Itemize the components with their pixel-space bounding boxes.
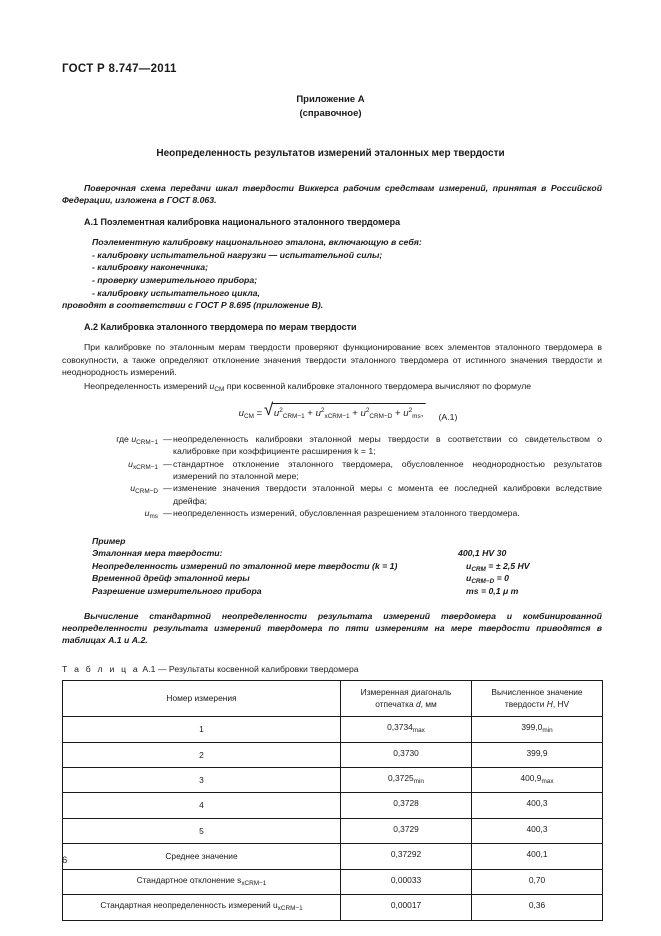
example-label: Неопределенность измерений по эталонной мере твердости (k = 1) xyxy=(92,560,398,571)
square-root-icon xyxy=(265,403,425,423)
page-number: 6 xyxy=(62,855,68,866)
where-subscript: xCRM−1 xyxy=(132,463,158,471)
formula-plus: + xyxy=(352,407,358,419)
term1-exponent: 2 xyxy=(279,406,283,414)
annex-sublabel: (справочное) xyxy=(299,108,362,119)
a2-closing-paragraph: Вычисление стандартной неопределенности результата измерений твердомера и комбинированной неопределенности результата измерений твердомера по пяти измерениям на мере твердости приводятся в таблицах А.1 и А.2. xyxy=(62,610,602,646)
table-header-row xyxy=(63,681,603,717)
cell-measurement-number xyxy=(63,895,341,920)
formula-plus: + xyxy=(394,407,401,419)
term2-symbol: u xyxy=(315,407,321,419)
where-symbol-cell xyxy=(62,507,162,523)
table-row xyxy=(63,768,603,793)
column-header-diagonal xyxy=(341,681,472,717)
formula-a1-row xyxy=(62,401,602,431)
example-value-symbol: u xyxy=(466,560,472,571)
where-symbol: u xyxy=(128,458,133,469)
term4-subscript: ms xyxy=(412,412,421,420)
table-row xyxy=(63,742,603,767)
table-row xyxy=(63,895,603,920)
page-title: Неопределенность результатов измерений эталонных мер твердости xyxy=(156,148,505,159)
cell-measurement-number: 1 xyxy=(63,717,341,742)
example-value-symbol: u xyxy=(466,573,472,584)
where-subscript: ms xyxy=(149,513,158,521)
cell-hardness xyxy=(472,742,603,767)
where-symbol-cell xyxy=(62,458,162,483)
cell-value: 0,36 xyxy=(528,900,546,911)
example-title-row xyxy=(92,535,602,548)
where-symbol: u xyxy=(130,483,136,494)
where-definitions-list xyxy=(62,433,602,524)
where-row xyxy=(62,433,602,458)
example-label: Временной дрейф эталонной меры xyxy=(92,573,250,584)
where-label: где xyxy=(116,433,129,444)
cell-measurement-number: 3 xyxy=(63,768,341,793)
a1-lead-in: Поэлементную калибровку национального эталона, включающую в себя: xyxy=(92,237,422,248)
table-row xyxy=(63,869,603,894)
cell-diagonal xyxy=(341,818,472,843)
term2-subscript: xCRM−1 xyxy=(324,412,350,420)
example-value: ms = 0,1 μ m xyxy=(466,586,519,597)
table-row xyxy=(63,717,603,742)
where-text: стандартное отклонение эталонного твердомера, обусловленное неоднородностью результатов измерений по эталонной мере; xyxy=(173,458,602,482)
a1-list-item: - проверку измерительного прибора; xyxy=(92,275,258,285)
cell-value: 400,3 xyxy=(526,798,548,809)
section-a1-heading: А.1 Поэлементная калибровка национального эталонного твердомера xyxy=(84,216,401,227)
annex-heading xyxy=(0,93,661,121)
cell-value: 0,3730 xyxy=(393,747,419,758)
where-dash: — xyxy=(163,458,172,469)
cell-diagonal xyxy=(341,844,472,869)
where-dash: — xyxy=(163,483,172,494)
intro-paragraph: Поверочная схема передачи шкал твердости Виккерса рабочим средствам измерений, принятая в Российской Федерации, изложена в ГОСТ 8.063. xyxy=(62,183,602,206)
a2-closing-block xyxy=(62,610,602,647)
cell-label-subscript: xCRM−1 xyxy=(241,879,267,887)
cell-value: 0,00017 xyxy=(390,900,422,911)
header-variable: H xyxy=(546,698,553,709)
a1-list-item: - калибровку испытательного цикла, xyxy=(92,287,260,298)
example-block xyxy=(62,535,602,598)
cell-label-subscript: xCRM−1 xyxy=(277,905,303,913)
where-row xyxy=(62,507,602,523)
header-variable: d xyxy=(415,698,421,709)
header-line-1: Вычисленное значение xyxy=(491,687,583,698)
cell-measurement-number: 5 xyxy=(63,818,341,843)
example-value-rest: = ± 2,5 HV xyxy=(485,560,530,571)
where-text: неопределенность калибровки эталонной меры твердости в соответствии со свидетельством о калибровке при коэффициенте расширения k = 1; xyxy=(173,433,602,457)
where-dash: — xyxy=(163,433,172,444)
cell-value: 0,3728 xyxy=(393,798,419,809)
example-value-rest: = 0 xyxy=(494,573,509,584)
annex-label: Приложение А xyxy=(296,94,365,105)
cell-hardness xyxy=(472,717,603,742)
formula-number: (А.1) xyxy=(438,411,458,422)
where-text: неопределенность измерений, обусловленная разрешением эталонного твердомера. xyxy=(173,508,520,519)
cell-measurement-number: 2 xyxy=(63,742,341,767)
a2-p2-text-a: Неопределенность измерений xyxy=(84,381,210,392)
cell-value: 0,3729 xyxy=(393,823,419,834)
formula-a1 xyxy=(238,403,458,423)
term3-subscript: CRM−D xyxy=(369,412,393,420)
where-subscript: CRM−1 xyxy=(136,438,158,446)
a2-p2-text-b: при косвенной калибровке эталонного твердомера вычисляют по формуле xyxy=(224,381,532,392)
where-symbol: u xyxy=(131,433,137,444)
where-subscript: CRM−D xyxy=(135,488,158,496)
example-value-subscript: CRM xyxy=(471,565,486,573)
cell-value: 0,00033 xyxy=(390,874,422,885)
where-symbol: u xyxy=(144,508,150,519)
table-caption-prefix: Т а б л и ц а xyxy=(62,663,140,674)
cell-value-subscript: max xyxy=(541,778,554,786)
cell-label: Стандартная неопределенность измерений u xyxy=(100,900,278,911)
cell-measurement-number xyxy=(63,869,341,894)
example-title: Пример xyxy=(92,535,126,546)
a2-p2-symbol: u xyxy=(209,381,215,392)
cell-diagonal xyxy=(341,742,472,767)
cell-label: Стандартное отклонение s xyxy=(136,874,242,885)
a2-paragraph-2 xyxy=(62,380,602,396)
cell-value: 400,1 xyxy=(526,849,548,860)
cell-value: 399,9 xyxy=(526,747,548,758)
cell-measurement-number: 4 xyxy=(63,793,341,818)
formula-equals: = xyxy=(256,407,263,419)
table-a1-caption xyxy=(62,663,602,675)
cell-diagonal xyxy=(341,793,472,818)
a1-list-item: - калибровку наконечника; xyxy=(92,262,208,273)
header-line-2: твердости H, HV xyxy=(504,698,570,709)
formula-lhs-symbol: u xyxy=(238,407,244,419)
example-label: Эталонная мера твердости: xyxy=(92,548,223,559)
where-text: изменение значения твердости эталонной меры с момента ее последней калибровки вследствие дрейфа; xyxy=(173,483,602,506)
formula-radicand: $u^2_{CRM-1} + u^2_{xCRM-1} + u^2_{CRM-D} + u^2_{ms}$, xyxy=(272,403,425,423)
cell-hardness xyxy=(472,869,603,894)
header-line-1: Номер измерения xyxy=(166,693,237,703)
cell-value-subscript: max xyxy=(412,727,425,735)
cell-value: 0,3734 xyxy=(387,722,413,733)
example-row xyxy=(92,585,602,598)
term3-symbol: u xyxy=(360,407,366,419)
column-header-measurement-number xyxy=(63,681,341,717)
cell-value-subscript: min xyxy=(542,727,553,735)
where-symbol-cell xyxy=(62,433,162,458)
section-a2-heading: А.2 Калибровка эталонного твердомера по мерам твердости xyxy=(84,321,357,332)
where-dash: — xyxy=(163,508,172,519)
example-row xyxy=(92,572,602,585)
a2-p2-subscript: CM xyxy=(214,386,225,394)
cell-diagonal xyxy=(341,895,472,920)
cell-value: 0,3725 xyxy=(388,773,414,784)
cell-hardness xyxy=(472,793,603,818)
cell-value: 0,70 xyxy=(528,874,546,885)
cell-diagonal xyxy=(341,768,472,793)
where-row xyxy=(62,458,602,483)
term4-exponent: 2 xyxy=(408,406,413,414)
document-body xyxy=(62,182,602,921)
cell-value-subscript: min xyxy=(413,778,424,786)
term2-exponent: 2 xyxy=(320,406,325,414)
example-value: 400,1 HV 30 xyxy=(458,548,507,559)
table-caption-number: А.1 xyxy=(142,663,156,674)
cell-value: 400,3 xyxy=(526,823,548,834)
term1-symbol: u xyxy=(273,407,280,419)
cell-value: 399,0 xyxy=(521,722,543,733)
cell-diagonal xyxy=(341,869,472,894)
cell-hardness xyxy=(472,768,603,793)
column-header-hardness xyxy=(472,681,603,717)
cell-value: 0,37292 xyxy=(390,849,422,860)
a1-closing: проводят в соответствии с ГОСТ Р 8.695 (приложение В). xyxy=(62,300,324,311)
cell-value: 400,9 xyxy=(520,773,542,784)
term4-symbol: u xyxy=(403,407,409,419)
a1-list-item: - калибровку испытательной нагрузки — испытательной силы; xyxy=(92,249,383,260)
table-row xyxy=(63,818,603,843)
cell-diagonal xyxy=(341,717,472,742)
example-row xyxy=(92,560,602,573)
table-row xyxy=(63,844,603,869)
cell-hardness xyxy=(472,895,603,920)
example-label: Разрешение измерительного прибора xyxy=(92,586,262,597)
example-row xyxy=(92,547,602,560)
table-row xyxy=(63,793,603,818)
standard-id-header: ГОСТ Р 8.747—2011 xyxy=(62,63,177,75)
term3-exponent: 2 xyxy=(365,406,370,414)
where-symbol-cell xyxy=(62,482,162,507)
cell-hardness xyxy=(472,818,603,843)
header-line-1: Измеренная диагональ xyxy=(360,687,452,698)
formula-plus: + xyxy=(307,407,313,419)
table-a1 xyxy=(62,680,603,920)
example-value-subscript: CRM−D xyxy=(471,578,495,586)
header-line-2: отпечатка d, мм xyxy=(375,698,437,709)
cell-measurement-number: Среднее значение xyxy=(63,844,341,869)
a2-paragraph-1: При калибровке по эталонным мерам твердости проверяют функционирование всех элементов эталонного твердомера в совокупности, а также определяют отклонение значения твердости эталонного твердомера от истинного значения твердости и неоднородность измерений. xyxy=(62,342,602,377)
cell-hardness xyxy=(472,844,603,869)
formula-lhs-subscript: CM xyxy=(243,412,254,420)
term1-subscript: CRM−1 xyxy=(282,412,305,420)
where-row xyxy=(62,482,602,507)
table-caption-text: — Результаты косвенной калибровки твердомера xyxy=(157,663,359,674)
